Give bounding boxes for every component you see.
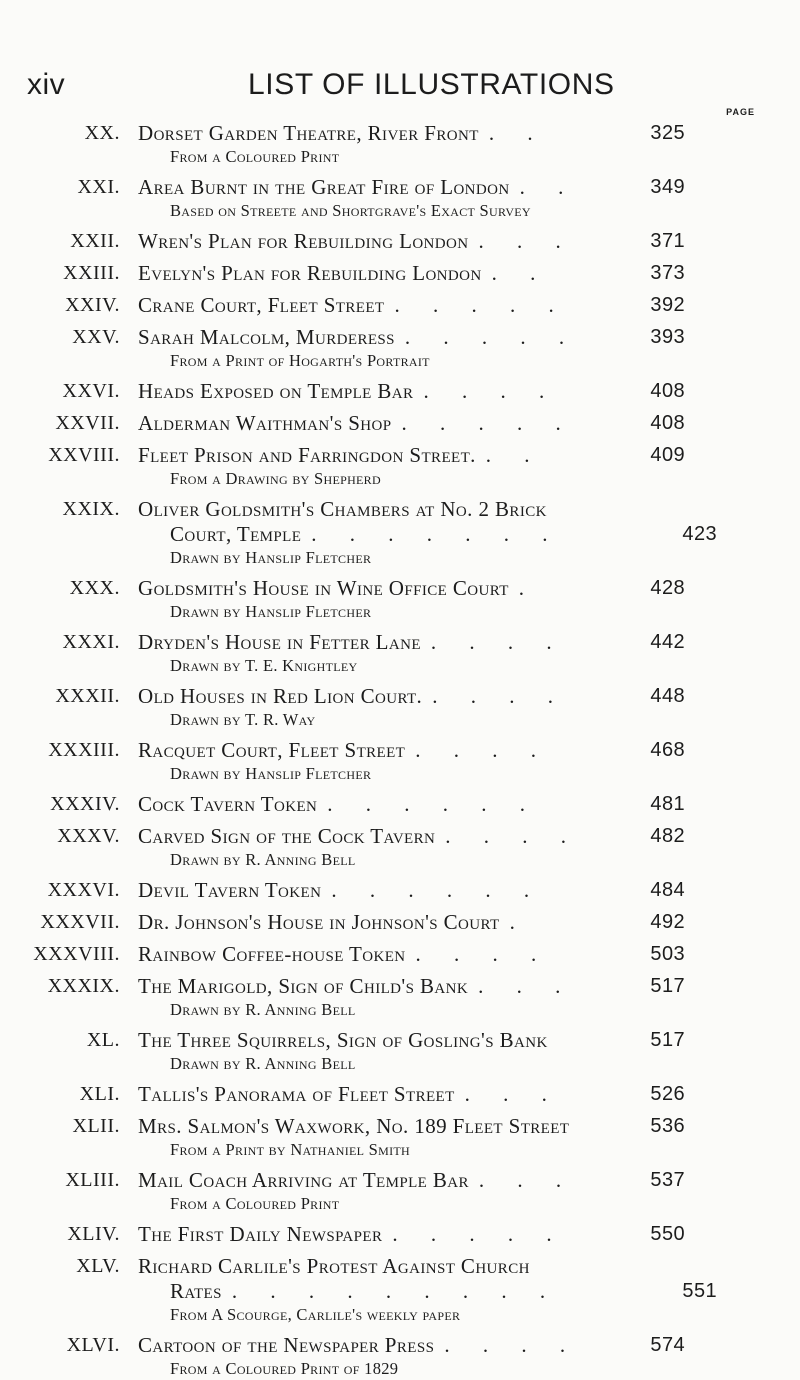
entry-number: XXXI. [62,631,120,653]
dot-leader: . . . . . . . . . [231,1279,560,1303]
entry-title-line [138,910,742,935]
dot-leader: . . . . . . [327,792,540,816]
entry-page-number: 517 [650,975,685,997]
dot-leader: . . . [478,1168,576,1192]
entry-title-line [138,325,742,350]
entry-title: Dorset Garden Theatre, River Front [138,121,479,145]
entry-source-note: Drawn by R. Anning Bell [170,1000,356,1019]
illustration-entry [0,443,800,490]
entry-source-note: From a Coloured Print [170,147,340,166]
entry-page-number: 409 [650,444,685,466]
dot-leader: . . . . . [401,411,575,435]
illustration-entry [0,325,800,372]
entry-number: XXVIII. [48,444,120,466]
entry-title: Cock Tavern Token [138,792,318,816]
entry-title-line [138,443,742,468]
entry-title-line [138,942,742,967]
entry-source-note: From a Drawing by Shepherd [170,469,381,488]
entry-number: XLII. [72,1115,120,1137]
entry-page-number: 325 [650,122,685,144]
entry-title: Court, Temple [170,522,302,546]
entry-title: Dryden's House in Fetter Lane [138,630,421,654]
dot-leader: . . [519,175,578,199]
entry-page-number: 442 [650,631,685,653]
illustration-entry [0,1254,800,1326]
illustration-entry [0,175,800,222]
entry-source-note: Drawn by Hanslip Fletcher [170,602,372,621]
entry-title-line [170,522,774,547]
entry-title: Racquet Court, Fleet Street [138,738,406,762]
entry-page-number: 492 [650,911,685,933]
dot-leader: . . . . [444,1333,580,1357]
entry-title-line [138,1222,742,1247]
illustration-entry [0,942,800,967]
entry-number: XXII. [70,230,120,252]
illustration-entry [0,1333,800,1380]
entry-title: Fleet Prison and Farringdon Street. [138,443,476,467]
dot-leader: . . . . . . [331,878,544,902]
entry-title-line [138,630,742,655]
entry-title-line [138,175,742,200]
entry-title: Mail Coach Arriving at Temple Bar [138,1168,469,1192]
illustration-entry [0,878,800,903]
entry-source-note: From a Coloured Print [170,1194,340,1213]
entry-page-number: 503 [650,943,685,965]
entry-title-line [138,1333,742,1358]
entry-title: Rates [170,1279,222,1303]
entry-page-number: 481 [650,793,685,815]
entry-title-line [138,497,742,522]
dot-leader: . . [485,443,544,467]
entry-number: XXIII. [63,262,120,284]
dot-leader: . . . . [415,942,551,966]
entry-title: Wren's Plan for Rebuilding London [138,229,469,253]
entry-page-number: 448 [650,685,685,707]
entry-title: The Three Squirrels, Sign of Gosling's Bank [138,1028,548,1052]
illustration-entry [0,824,800,871]
page-number: xiv [27,68,66,101]
dot-leader: . . [488,121,547,145]
illustration-entry [0,974,800,1021]
entry-page-number: 408 [650,380,685,402]
dot-leader: . . . [478,229,575,253]
entry-number: XXVII. [55,412,120,434]
illustration-entry [0,121,800,168]
illustration-entry [0,379,800,404]
entry-title-line [138,379,742,404]
entry-page-number: 574 [650,1334,685,1356]
entry-number: XXV. [72,326,120,348]
entry-number: XLV. [76,1255,120,1277]
illustration-entry [0,910,800,935]
dot-leader: . [509,910,529,934]
entry-number: XXXV. [57,825,120,847]
entry-title: Goldsmith's House in Wine Office Court [138,576,509,600]
entry-title-line [138,1168,742,1193]
entry-source-note: From A Scourge, Carlile's weekly paper [170,1305,461,1324]
entry-title: Crane Court, Fleet Street [138,293,385,317]
entry-number: XXXIII. [48,739,120,761]
illustration-entry [0,576,800,623]
entry-title: The First Daily Newspaper [138,1222,383,1246]
entry-number: XXXVIII. [33,943,120,965]
illustration-entry [0,1222,800,1247]
dot-leader: . . . . . . . [311,522,562,546]
illustration-entry [0,684,800,731]
illustration-entry [0,497,800,569]
entry-title: Heads Exposed on Temple Bar [138,379,414,403]
entry-source-note: From a Coloured Print of 1829 [170,1359,399,1378]
entry-title: Sarah Malcolm, Murderess [138,325,395,349]
entry-title-line [138,1082,742,1107]
entry-title: Dr. Johnson's House in Johnson's Court [138,910,500,934]
illustration-entry [0,738,800,785]
entry-title-line [138,121,742,146]
entry-title: Area Burnt in the Great Fire of London [138,175,510,199]
entry-number: XLIV. [67,1223,120,1245]
entry-page-number: 428 [650,577,685,599]
entry-number: XX. [84,122,120,144]
entry-source-note: Based on Streete and Shortgrave's Exact Survey [170,201,531,220]
entry-title-line [138,974,742,999]
entry-page-number: 373 [650,262,685,284]
entry-title-line [138,1028,742,1053]
entry-page-number: 550 [650,1223,685,1245]
illustration-entry [0,261,800,286]
entry-title: The Marigold, Sign of Child's Bank [138,974,469,998]
illustration-entry [0,1082,800,1107]
entry-page-number: 468 [650,739,685,761]
entry-title-line [138,576,742,601]
running-title: LIST OF ILLUSTRATIONS [248,68,615,101]
illustration-entry [0,792,800,817]
dot-leader: . . . . [432,684,567,708]
entry-page-number: 408 [650,412,685,434]
entry-title: Oliver Goldsmith's Chambers at No. 2 Brick [138,497,547,521]
entry-page-number: 423 [682,523,717,545]
entry-title: Evelyn's Plan for Rebuilding London [138,261,482,285]
entry-title: Devil Tavern Token [138,878,322,902]
entry-page-number: 482 [650,825,685,847]
entry-page-number: 517 [650,1029,685,1051]
entry-number: XL. [86,1029,120,1051]
dot-leader: . . . . . [394,293,568,317]
entry-title-line [138,738,742,763]
illustration-entry [0,229,800,254]
dot-leader: . [518,576,539,600]
entry-number: XXXIV. [50,793,120,815]
entry-number: XXXII. [55,685,120,707]
entry-source-note: Drawn by T. R. Way [170,710,316,729]
illustration-entry [0,1168,800,1215]
entry-title: Old Houses in Red Lion Court. [138,684,423,708]
entry-number: XXI. [77,176,120,198]
entry-number: XXXVII. [40,911,120,933]
entry-source-note: Drawn by R. Anning Bell [170,850,356,869]
dot-leader: . . [491,261,550,285]
entry-title: Cartoon of the Newspaper Press [138,1333,435,1357]
illustration-entry [0,630,800,677]
entry-page-number: 537 [650,1169,685,1191]
entry-source-note: From a Print of Hogarth's Portrait [170,351,430,370]
page-header [0,68,800,108]
dot-leader: . . . . [430,630,566,654]
entry-source-note: From a Print by Nathaniel Smith [170,1140,411,1159]
dot-leader: . . . . [415,738,550,762]
page-column-label: PAGE [726,107,755,117]
entry-title-line [138,792,742,817]
entry-source-note: Drawn by R. Anning Bell [170,1054,356,1073]
entry-page-number: 536 [650,1115,685,1137]
entry-page-number: 392 [650,294,685,316]
entry-title-line [138,824,742,849]
entry-source-note: Drawn by Hanslip Fletcher [170,548,372,567]
illustrations-list [0,121,800,1380]
entry-title-line [138,1114,742,1139]
entry-title-line [138,229,742,254]
entry-number: XXVI. [62,380,120,402]
entry-title: Richard Carlile's Protest Against Church [138,1254,530,1278]
entry-title: Carved Sign of the Cock Tavern [138,824,436,848]
entry-number: XXIX. [62,498,120,520]
entry-number: XXIV. [65,294,120,316]
entry-title-line [170,1279,774,1304]
entry-title: Tallis's Panorama of Fleet Street [138,1082,455,1106]
entry-page-number: 526 [650,1083,685,1105]
dot-leader: . . . [464,1082,561,1106]
entry-title-line [138,411,742,436]
entry-title-line [138,261,742,286]
entry-number: XLI. [79,1083,120,1105]
entry-title: Mrs. Salmon's Waxwork, No. 189 Fleet Street [138,1114,570,1138]
entry-title-line [138,293,742,318]
entry-title-line [138,684,742,709]
entry-number: XXX. [69,577,120,599]
entry-source-note: Drawn by Hanslip Fletcher [170,764,372,783]
dot-leader: . . . [478,974,575,998]
dot-leader: . . . . [423,379,559,403]
dot-leader: . . . . . [404,325,579,349]
entry-title: Alderman Waithman's Shop [138,411,392,435]
illustration-entry [0,293,800,318]
illustration-entry [0,1028,800,1075]
entry-page-number: 551 [682,1280,717,1302]
entry-number: XXXVI. [47,879,120,901]
entry-number: XLIII. [65,1169,120,1191]
entry-title: Rainbow Coffee-house Token [138,942,406,966]
dot-leader: . . . . . [392,1222,566,1246]
entry-page-number: 484 [650,879,685,901]
entry-title-line [138,1254,742,1279]
entry-page-number: 393 [650,326,685,348]
entry-title-line [138,878,742,903]
dot-leader: . . . . [445,824,580,848]
entry-number: XLVI. [66,1334,120,1356]
entry-page-number: 349 [650,176,685,198]
entry-source-note: Drawn by T. E. Knightley [170,656,358,675]
illustration-entry [0,411,800,436]
entry-page-number: 371 [650,230,685,252]
illustration-entry [0,1114,800,1161]
entry-number: XXXIX. [47,975,120,997]
